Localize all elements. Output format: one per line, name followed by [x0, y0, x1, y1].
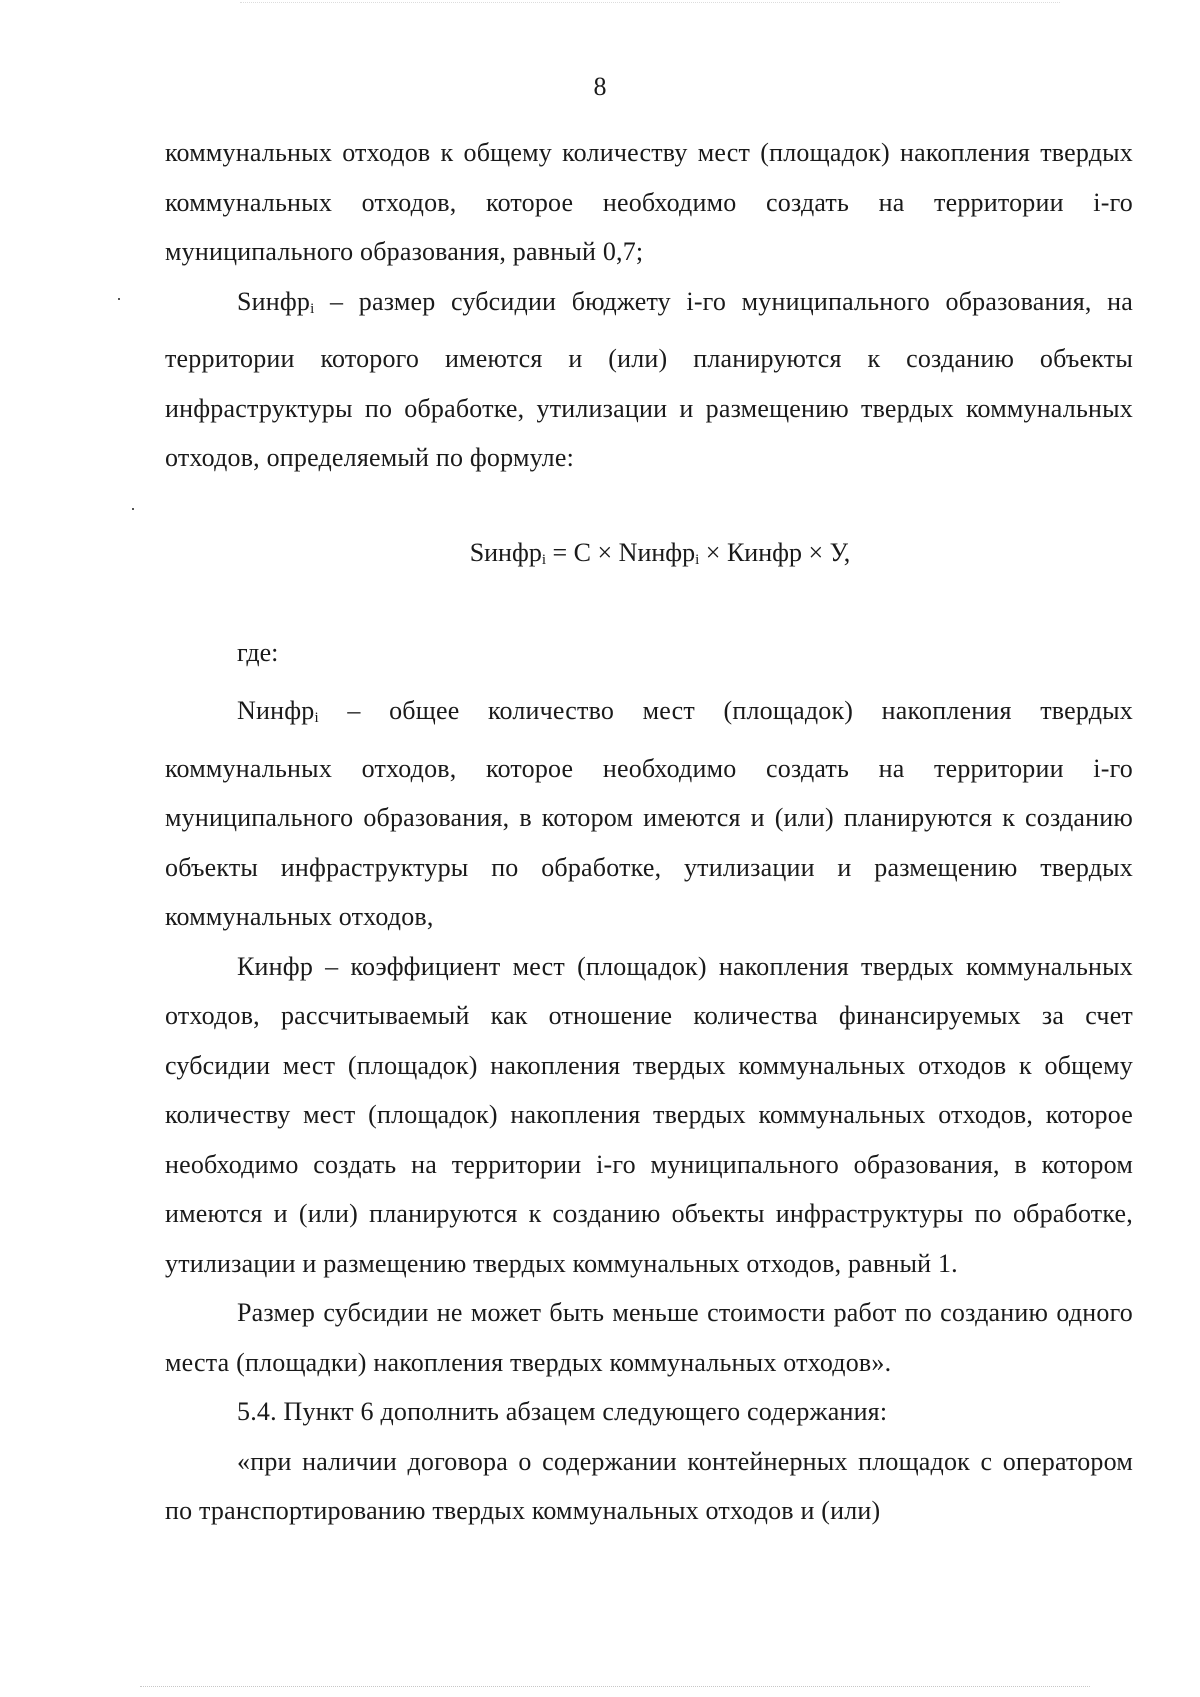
symbol-ninfr: Nинфр — [237, 696, 315, 725]
paragraph-item-5-4: 5.4. Пункт 6 дополнить абзацем следующего содержания: — [237, 1397, 888, 1426]
formula-part1-subscript: i — [695, 552, 700, 568]
scan-noise-top — [240, 2, 1060, 5]
formula-part2: × Кинфр × У, — [699, 538, 851, 567]
formula-lhs-subscript: i — [541, 552, 546, 568]
paragraph-continuation: коммунальных отходов к общему количеству мест (площадок) накопления твердых коммунальных отходов, которое необходимо создать на территории i-го муниципального образования, равный 0,7; — [165, 138, 1133, 266]
formula-part1: = C × Nинфр — [546, 538, 696, 567]
symbol-sinfr-subscript: i — [310, 300, 315, 317]
page-number: 8 — [593, 72, 607, 101]
formula-lhs: Sинфр — [469, 538, 542, 567]
paragraph-ninfr-definition — [165, 686, 1133, 942]
text-block-lower — [165, 686, 1133, 1536]
symbol-ninfr-subscript: i — [314, 710, 319, 726]
scan-speck — [132, 508, 134, 510]
sinfr-definition-text: – размер субсидии бюджету i-го муниципального образования, на территории которого имеются и (или) планируются к созданию объекты инфраструктуры по обработке, утилизации и размещению твердых коммунальных отходов, определяемый по формуле: — [165, 286, 1133, 472]
paragraph-kinfr-definition: Кинфр – коэффициент мест (площадок) накопления твердых коммунальных отходов, рассчитываемый как отношение количества финансируемых за счет субсидии мест (площадок) накопления твердых коммунальных отходов к общему количеству мест (площадок) накопления твердых коммунальных отходов, которое необходимо создать на территории i-го муниципального образования, в котором имеются и (или) планируются к созданию объекты инфраструктуры по обработке, утилизации и размещению твердых коммунальных отходов, равный 1. — [165, 951, 1133, 1278]
formula — [0, 538, 1200, 569]
where-label: где: — [237, 638, 279, 667]
paragraph-subsidy-minimum: Размер субсидии не может быть меньше стоимости работ по созданию одного места (площадки) накопления твердых коммунальных отходов». — [165, 1298, 1133, 1377]
paragraph-sinfr-definition — [165, 277, 1133, 483]
paragraph-quote-start: «при наличии договора о содержании контейнерных площадок с оператором по транспортированию твердых коммунальных отходов и (или) — [165, 1446, 1133, 1525]
symbol-sinfr: Sинфр — [237, 286, 311, 316]
text-block-upper — [165, 128, 1133, 483]
ninfr-definition-text: – общее количество мест (площадок) накопления твердых коммунальных отходов, которое необходимо создать на территории i-го муниципального образования, в котором имеются и (или) планируются к созданию объекты инфраструктуры по обработке, утилизации и размещению твердых коммунальных отходов, — [165, 696, 1133, 931]
scan-noise-bottom — [140, 1686, 1090, 1689]
scan-speck — [118, 298, 120, 300]
